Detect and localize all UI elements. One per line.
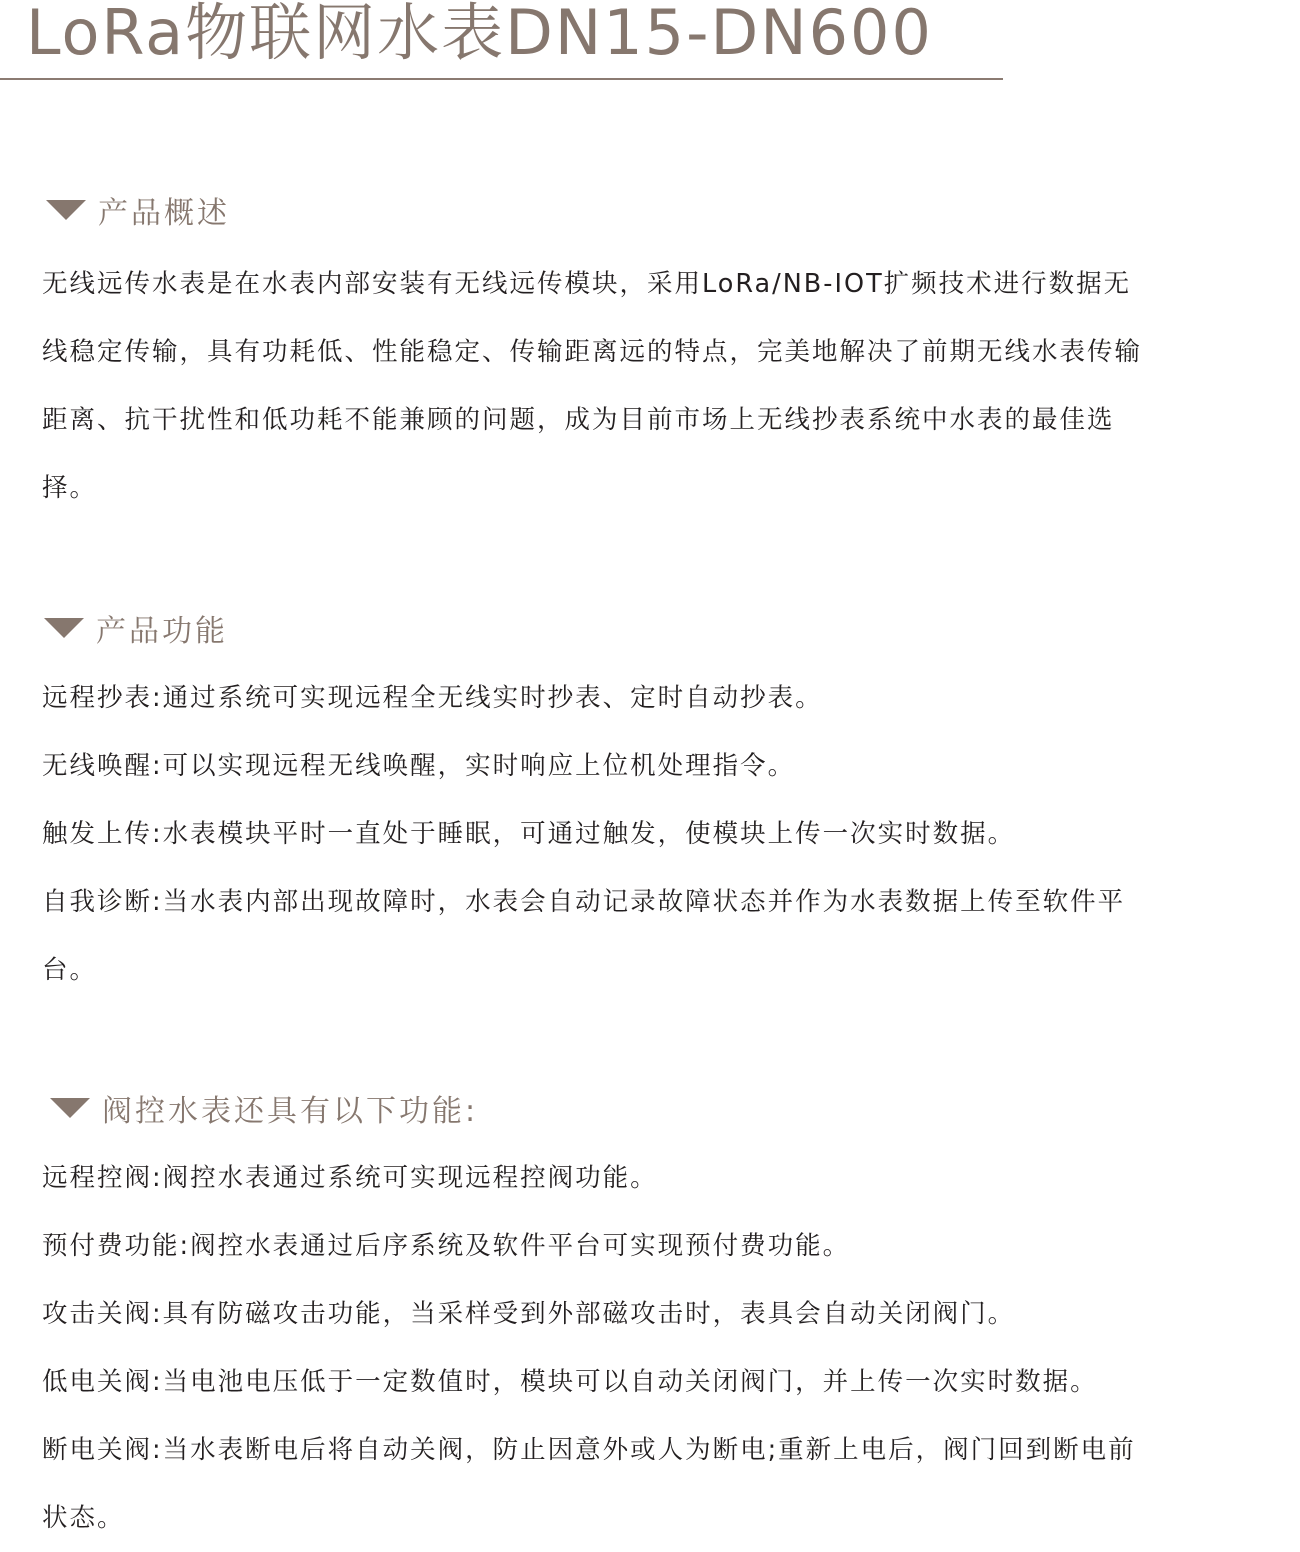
list-item: 攻击关阀:具有防磁攻击功能，当采样受到外部磁攻击时，表具会自动关闭阀门。 — [42, 1299, 1016, 1329]
valve-functions-list — [42, 1144, 1300, 1552]
section-heading-functions — [44, 608, 228, 648]
section-heading-valve — [50, 1088, 478, 1128]
text-line: 距离、抗干扰性和低功耗不能兼顾的问题，成为目前市场上无线抄表系统中水表的最佳选 — [42, 405, 1115, 435]
list-item: 状态。 — [42, 1503, 125, 1533]
section-heading-overview — [46, 190, 230, 230]
section-title: 产品概述 — [98, 196, 230, 231]
list-item: 台。 — [42, 955, 98, 985]
text-line: 线稳定传输，具有功耗低、性能稳定、传输距离远的特点，完美地解决了前期无线水表传输 — [42, 337, 1143, 367]
list-item: 预付费功能:阀控水表通过后序系统及软件平台可实现预付费功能。 — [42, 1231, 851, 1261]
title-bar — [0, 0, 1003, 80]
overview-paragraph — [42, 250, 1300, 522]
section-title: 产品功能 — [96, 614, 228, 649]
triangle-down-icon — [46, 200, 86, 220]
functions-list — [42, 664, 1300, 1004]
list-item: 远程控阀:阀控水表通过系统可实现远程控阀功能。 — [42, 1163, 658, 1193]
list-item: 断电关阀:当水表断电后将自动关阀，防止因意外或人为断电;重新上电后，阀门回到断电前 — [42, 1435, 1136, 1465]
list-item: 触发上传:水表模块平时一直处于睡眠，可通过触发，使模块上传一次实时数据。 — [42, 819, 1016, 849]
list-item: 远程抄表:通过系统可实现远程全无线实时抄表、定时自动抄表。 — [42, 683, 823, 713]
triangle-down-icon — [50, 1098, 90, 1118]
list-item: 低电关阀:当电池电压低于一定数值时，模块可以自动关闭阀门，并上传一次实时数据。 — [42, 1367, 1098, 1397]
list-item: 自我诊断:当水表内部出现故障时，水表会自动记录故障状态并作为水表数据上传至软件平 — [42, 887, 1126, 917]
page-title: LoRa物联网水表DN15-DN600 — [26, 0, 933, 69]
list-item: 无线唤醒:可以实现远程无线唤醒，实时响应上位机处理指令。 — [42, 751, 796, 781]
text-line: 择。 — [42, 473, 98, 503]
triangle-down-icon — [44, 618, 84, 638]
section-title: 阀控水表还具有以下功能: — [102, 1094, 479, 1129]
text-line: 无线远传水表是在水表内部安装有无线远传模块，采用LoRa/NB-IOT扩频技术进行数据无 — [42, 269, 1132, 299]
